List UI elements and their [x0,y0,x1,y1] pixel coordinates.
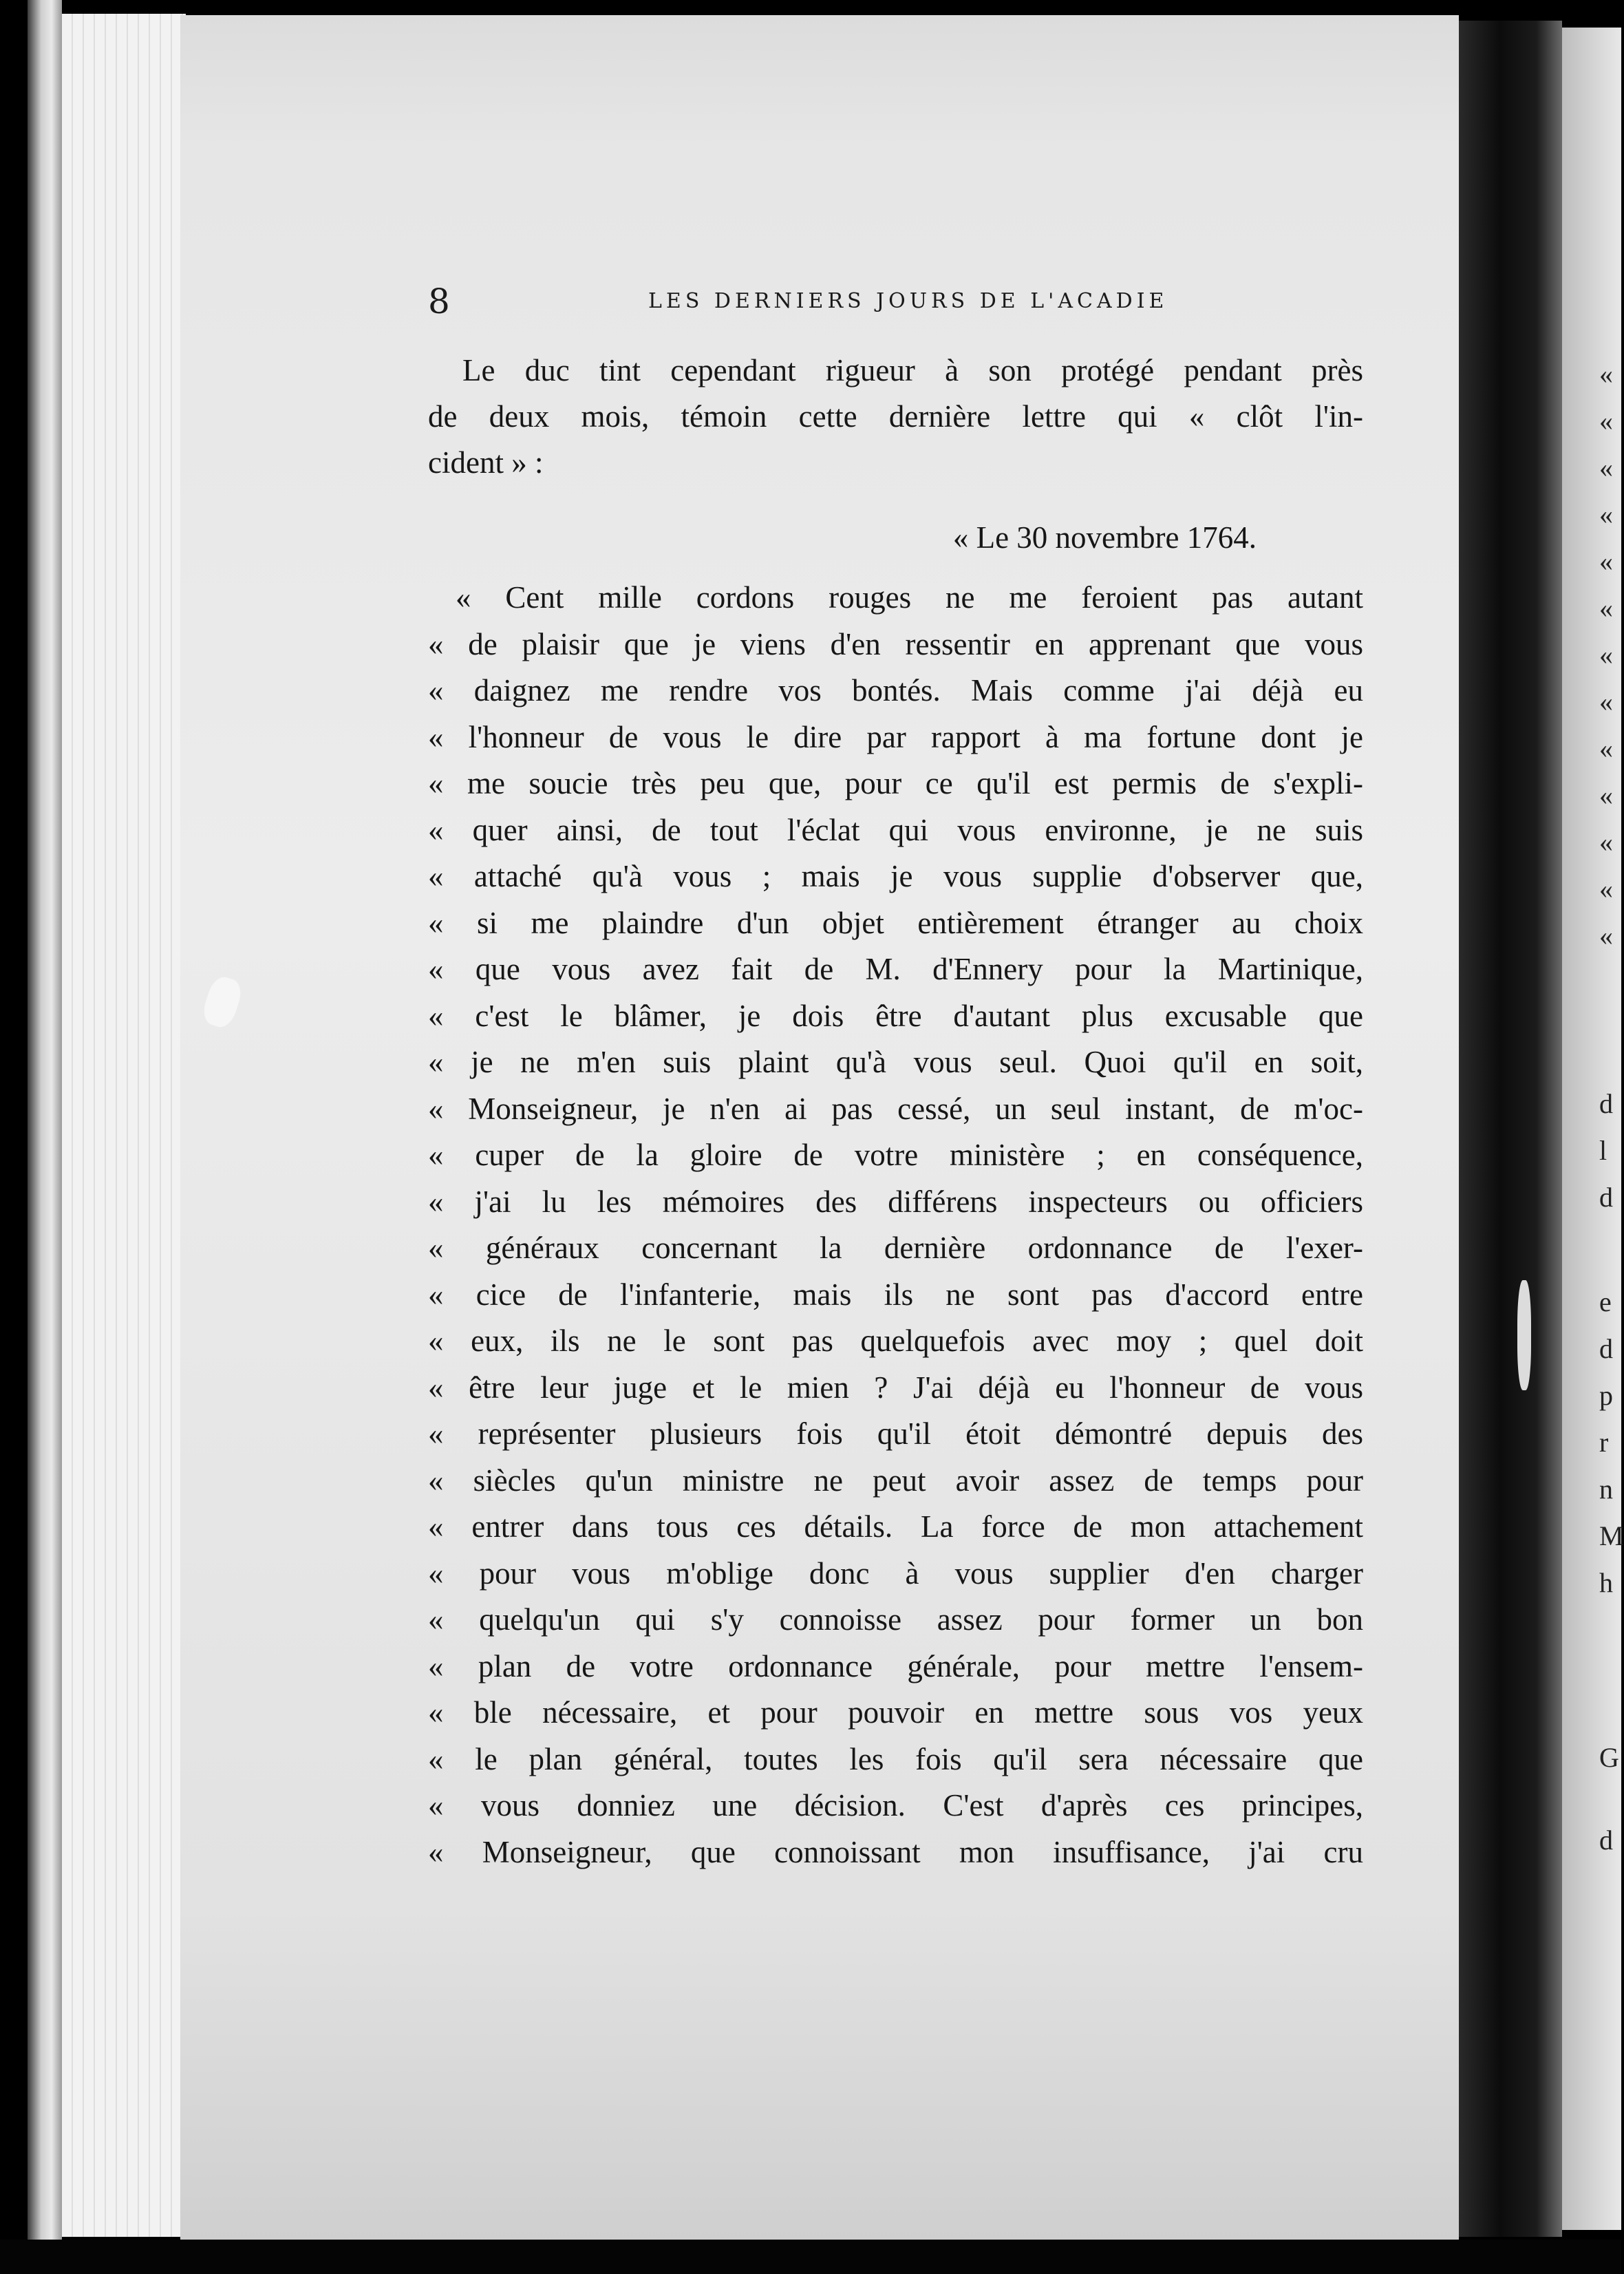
paper-speck [1517,1280,1531,1390]
letter-line: « de plaisir que je viens d'en ressentir en apprenant que vous [428,626,1363,661]
facing-page-fragment: « [1599,920,1613,951]
facing-page-fragment: r [1599,1427,1609,1458]
letter-line: « que vous avez fait de M. d'Ennery pour la Martinique, [428,952,1363,986]
facing-page-fragment: d [1599,1088,1613,1119]
running-head [428,281,1363,322]
letter-line: « Monseigneur, je n'en ai pas cessé, un seul instant, de m'oc- [428,1091,1363,1126]
letter-line: « le plan général, toutes les fois qu'il sera nécessaire que [428,1741,1363,1776]
letter-line: « c'est le blâmer, je dois être d'autant plus excusable que [428,998,1363,1033]
body-text [428,348,1363,1875]
letter-line: « cuper de la gloire de votre ministère ; en conséquence, [428,1138,1363,1172]
letter-line: « Monseigneur, que connoissant mon insuffisance, j'ai cru [428,1834,1363,1869]
letter-line: « quer ainsi, de tout l'éclat qui vous environne, je ne suis [428,812,1363,847]
running-head-title: LES DERNIERS JOURS DE L'ACADIE [648,289,1168,313]
facing-page-fragment: « [1599,359,1613,390]
facing-page-fragment: « [1599,733,1613,764]
intro-line: cident » : [428,445,544,480]
facing-page-fragment: G [1599,1742,1619,1773]
facing-page-fragment: « [1599,639,1613,670]
letter-line: « daignez me rendre vos bontés. Mais comme j'ai déjà eu [428,673,1363,708]
facing-page-fragment: « [1599,546,1613,577]
page-number: 8 [428,281,450,321]
letter-line: « représenter plusieurs fois qu'il étoit démontré depuis des [428,1416,1363,1451]
letter-line: « me soucie très peu que, pour ce qu'il est permis de s'expli- [428,766,1363,800]
letter-date: « Le 30 novembre 1764. [952,520,1257,555]
facing-page-fragment: n [1599,1474,1613,1505]
facing-page-fragment: l [1599,1135,1607,1166]
intro-line: de deux mois, témoin cette dernière lettre qui « clôt l'in- [428,399,1363,434]
letter-line: « eux, ils ne le sont pas quelquefois avec moy ; quel doit [428,1324,1363,1358]
letter-line: « vous donniez une décision. C'est d'après ces principes, [428,1788,1363,1823]
facing-page-fragment: p [1599,1380,1613,1411]
facing-page-fragment: « [1599,452,1613,483]
letter-line: « je ne m'en suis plaint qu'à vous seul. Quoi qu'il en soit, [428,1045,1363,1079]
page-stack-edges [62,14,186,2237]
facing-page-fragment: d [1599,1825,1613,1856]
letter-line: « si me plaindre d'un objet entièrement étranger au choix [428,905,1363,940]
letter-line: « siècles qu'un ministre ne peut avoir assez de temps pour [428,1463,1363,1498]
letter-line: « plan de votre ordonnance générale, pour mettre l'ensem- [428,1648,1363,1683]
letter-line: « ble nécessaire, et pour pouvoir en mettre sous vos yeux [428,1695,1363,1730]
facing-page-fragment: e [1599,1286,1612,1317]
facing-page-fragment: M [1599,1520,1624,1551]
facing-page-fragment: d [1599,1182,1613,1213]
facing-page-fragment: « [1599,873,1613,904]
letter-line: « attaché qu'à vous ; mais je vous supplie d'observer que, [428,859,1363,893]
gutter-shadow [1459,21,1562,2237]
letter-line: « j'ai lu les mémoires des différens inspecteurs ou officiers [428,1184,1363,1219]
scan-bottom-border [0,2240,1621,2274]
letter-line: « quelqu'un qui s'y connoisse assez pour former un bon [428,1602,1363,1637]
facing-page-fragment: « [1599,827,1613,858]
facing-page-fragment: « [1599,780,1613,811]
facing-page-fragment: d [1599,1333,1613,1364]
letter-line: « généraux concernant la dernière ordonnance de l'exer- [428,1231,1363,1265]
facing-page-fragment: « [1599,686,1613,717]
facing-page-fragment: « [1599,499,1613,530]
letter-line: « être leur juge et le mien ? J'ai déjà eu l'honneur de vous [428,1370,1363,1405]
letter-line: « pour vous m'oblige donc à vous supplier d'en charger [428,1555,1363,1591]
letter-line: « Cent mille cordons rouges ne me feroient pas autant [456,580,1363,615]
facing-page-fragment: « [1599,593,1613,624]
book-cover-edge [28,0,62,2274]
letter-quote [428,575,1363,1875]
letter-line: « l'honneur de vous le dire par rapport à ma fortune dont je [428,719,1363,754]
facing-page-fragment: « [1599,405,1613,436]
facing-page-fragment: h [1599,1567,1613,1598]
letter-line: « cice de l'infanterie, mais ils ne sont pas d'accord entre [428,1277,1363,1312]
intro-line: Le duc tint cependant rigueur à son protégé pendant près [462,353,1363,387]
letter-line: « entrer dans tous ces détails. La force de mon attachement [428,1509,1363,1544]
